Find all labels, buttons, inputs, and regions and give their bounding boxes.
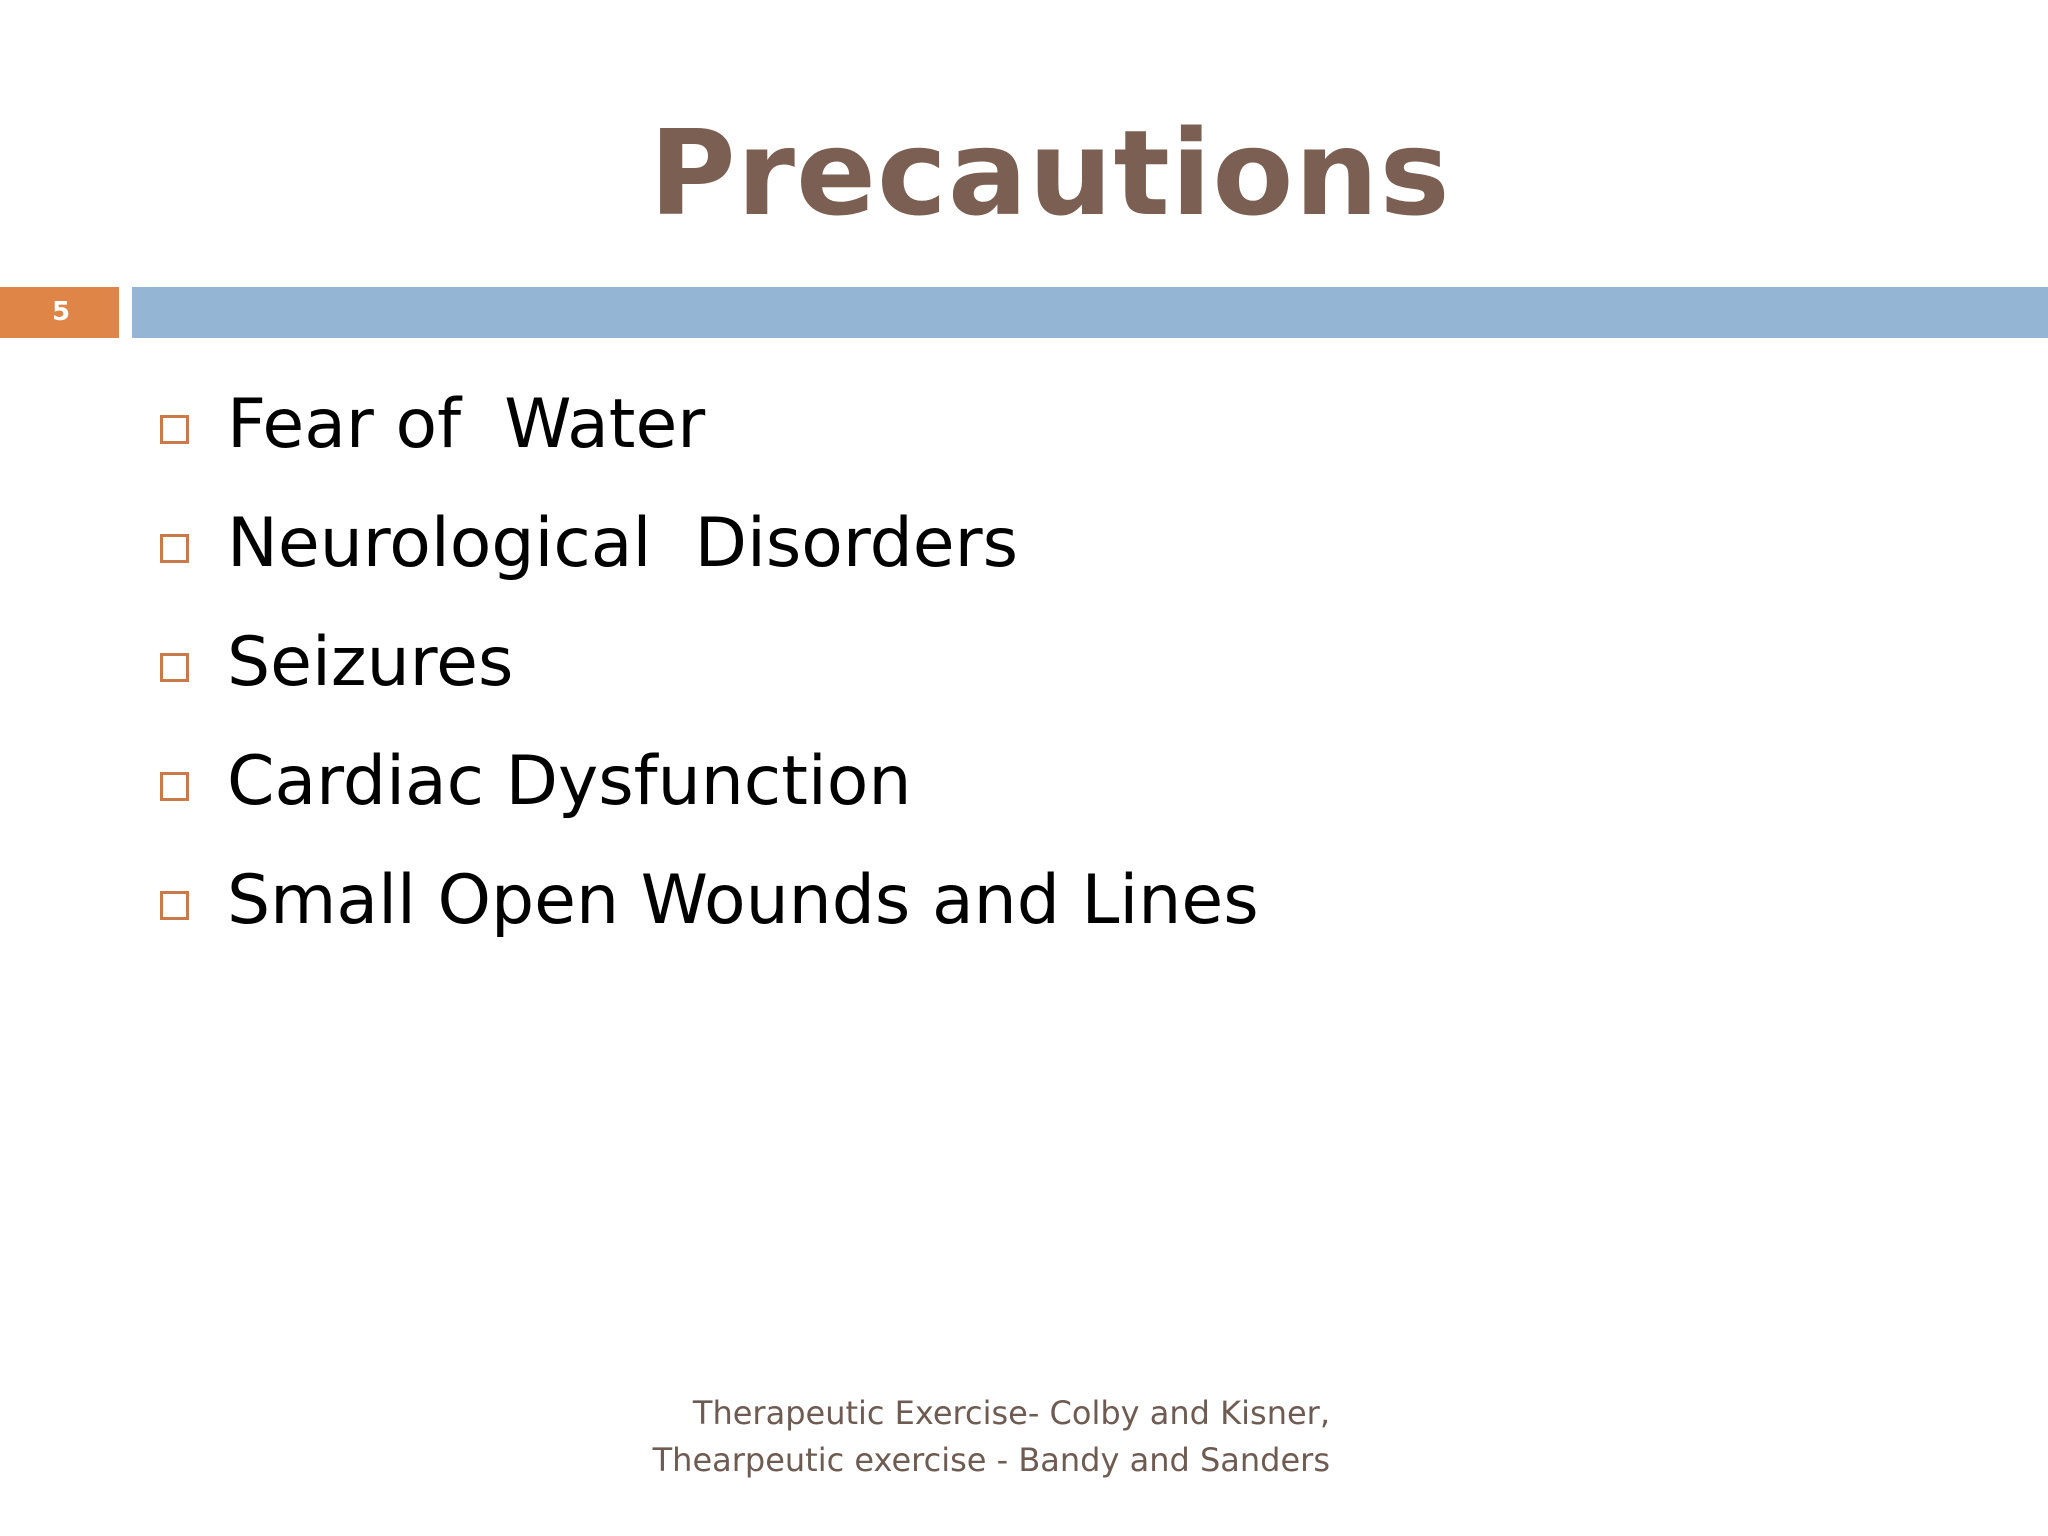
bullet-text: Neurological Disorders (227, 503, 1019, 583)
bullet-text: Seizures (227, 622, 514, 702)
bullet-text: Cardiac Dysfunction (227, 741, 912, 821)
checkbox-square-icon (160, 653, 189, 682)
footer-citation (600, 1390, 1330, 1484)
title-divider-bar (132, 287, 2048, 338)
checkbox-square-icon (160, 415, 189, 444)
footer-line-1: Therapeutic Exercise- Colby and Kisner, (692, 1394, 1330, 1432)
list-item (160, 365, 1259, 484)
bullet-text: Small Open Wounds and Lines (227, 860, 1259, 940)
slide-number-badge: 5 (0, 287, 119, 338)
checkbox-square-icon (160, 772, 189, 801)
list-item (160, 841, 1259, 960)
bullet-list (160, 365, 1259, 960)
footer-line-2: Thearpeutic exercise - Bandy and Sanders (652, 1441, 1330, 1479)
checkbox-square-icon (160, 891, 189, 920)
list-item (160, 603, 1259, 722)
list-item (160, 484, 1259, 603)
slide-title: Precautions (649, 104, 1451, 242)
bullet-text: Fear of Water (227, 384, 706, 464)
list-item (160, 722, 1259, 841)
checkbox-square-icon (160, 534, 189, 563)
